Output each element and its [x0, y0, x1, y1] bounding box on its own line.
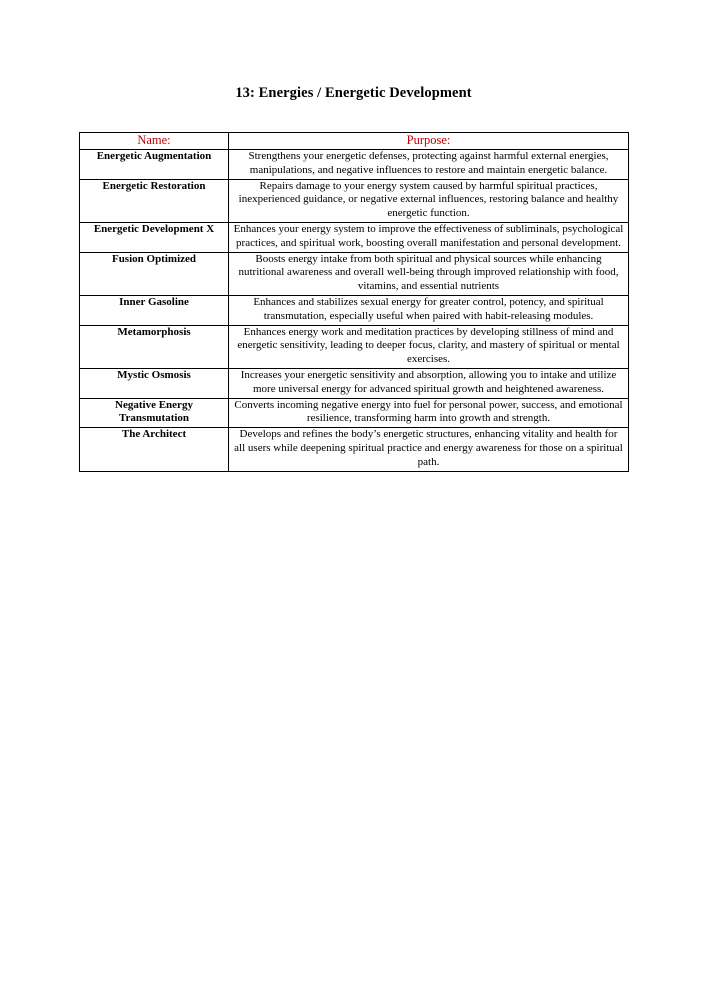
table-row [80, 368, 629, 398]
module-purpose-cell: Enhances your energy system to improve the effectiveness of subliminals, psychological practices, and spiritual work, boosting overall manifestation and personal development. [229, 222, 629, 252]
table-row [80, 398, 629, 428]
table-row [80, 428, 629, 471]
table-row [80, 179, 629, 222]
module-name-cell: Energetic Restoration [80, 179, 229, 222]
table-row [80, 252, 629, 295]
column-header-purpose: Purpose: [229, 133, 629, 150]
module-purpose-cell: Strengthens your energetic defenses, protecting against harmful external energies, manipulations, and negative influences to restore and maintain energetic balance. [229, 150, 629, 180]
table-row [80, 325, 629, 368]
module-name-cell: Mystic Osmosis [80, 368, 229, 398]
modules-table-body [80, 150, 629, 472]
module-name-cell: The Architect [80, 428, 229, 471]
module-name-cell: Metamorphosis [80, 325, 229, 368]
table-header-row [80, 133, 629, 150]
modules-table [79, 132, 629, 472]
column-header-name: Name: [80, 133, 229, 150]
module-purpose-cell: Develops and refines the body’s energetic structures, enhancing vitality and health for all users while deepening spiritual practice and energy awareness for those on a spiritual path. [229, 428, 629, 471]
page-title: 13: Energies / Energetic Development [235, 85, 472, 101]
module-name-cell: Inner Gasoline [80, 295, 229, 325]
table-row [80, 150, 629, 180]
module-name-cell: Energetic Augmentation [80, 150, 229, 180]
module-name-cell: Fusion Optimized [80, 252, 229, 295]
table-row [80, 295, 629, 325]
module-name-cell: Negative Energy Transmutation [80, 398, 229, 428]
module-purpose-cell: Enhances energy work and meditation practices by developing stillness of mind and energetic sensitivity, leading to deeper focus, clarity, and mastery of spiritual or mental exercises. [229, 325, 629, 368]
module-name-cell: Energetic Development X [80, 222, 229, 252]
table-row [80, 222, 629, 252]
module-purpose-cell: Boosts energy intake from both spiritual and physical sources while enhancing nutritional awareness and overall well-being through improved relationship with food, vitamins, and essential nutrients [229, 252, 629, 295]
module-purpose-cell: Enhances and stabilizes sexual energy for greater control, potency, and spiritual transmutation, especially useful when paired with habit-releasing modules. [229, 295, 629, 325]
module-purpose-cell: Repairs damage to your energy system caused by harmful spiritual practices, inexperienced guidance, or negative external influences, restoring balance and healthy energetic function. [229, 179, 629, 222]
module-purpose-cell: Increases your energetic sensitivity and absorption, allowing you to intake and utilize more universal energy for advanced spiritual growth and heightened awareness. [229, 368, 629, 398]
module-purpose-cell: Converts incoming negative energy into fuel for personal power, success, and emotional resilience, transforming harm into growth and strength. [229, 398, 629, 428]
